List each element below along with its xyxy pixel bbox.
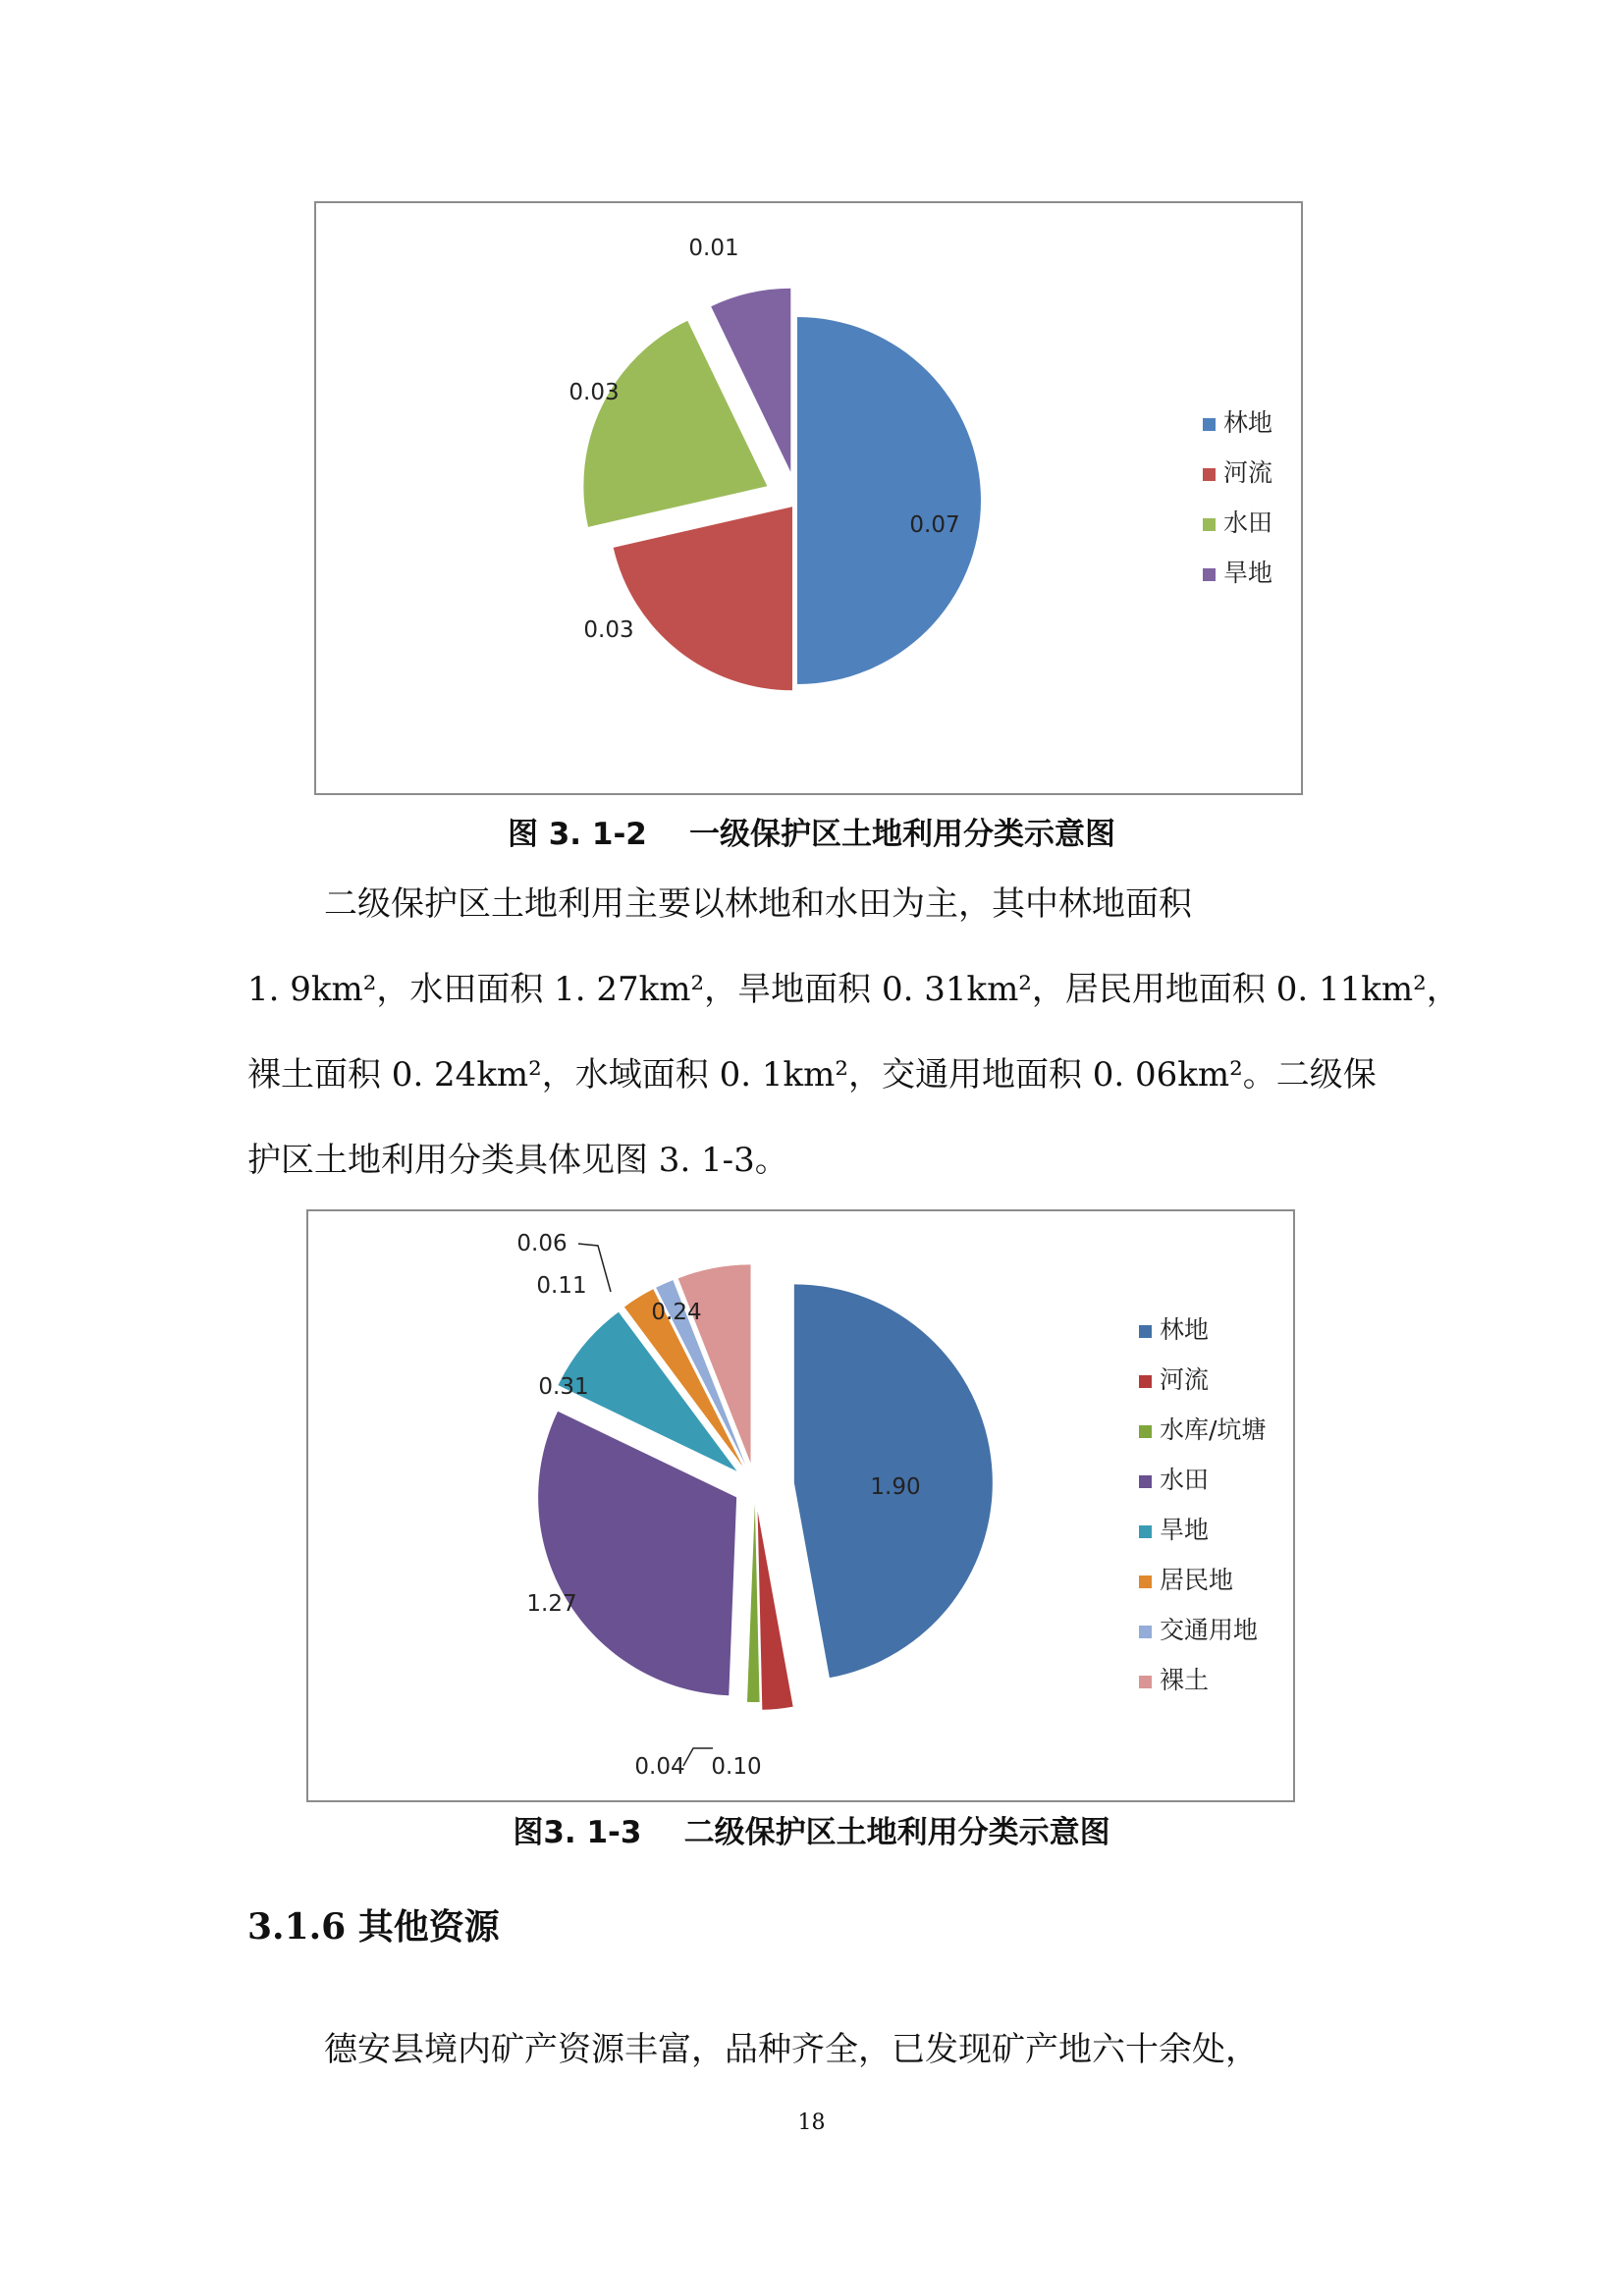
- pie2-data-label-7: 0.24: [651, 1300, 702, 1325]
- pie2-data-label-4: 0.31: [538, 1374, 589, 1400]
- paragraph-1: [247, 862, 1460, 1203]
- pie1-legend-swatch-1: [1203, 468, 1216, 481]
- pie2-data-label-5: 0.11: [536, 1273, 587, 1299]
- pie2-legend-swatch-1: [1139, 1375, 1152, 1388]
- pie2-legend-item-3: 水田: [1160, 1466, 1210, 1494]
- pie1-legend-swatch-2: [1203, 518, 1216, 531]
- page-number: 18: [797, 2110, 826, 2135]
- section-heading: 3.1.6 其他资源: [247, 1906, 500, 1948]
- paragraph-2-line: 德安县境内矿产资源丰富，品种齐全，已发现矿产地六十余处，: [324, 2030, 1259, 2069]
- pie2-legend-swatch-0: [1139, 1325, 1152, 1338]
- pie1-data-label-1: 0.03: [583, 617, 634, 643]
- pie2-leader-line-2: [683, 1748, 713, 1766]
- pie1-legend-swatch-0: [1203, 418, 1216, 431]
- paragraph-1-line: 护区土地利用分类具体见图 3. 1-3。: [247, 1141, 788, 1180]
- pie1-data-label-0: 0.07: [909, 512, 960, 538]
- figure-caption-1: 图 3. 1-2 一级保护区土地利用分类示意图: [507, 817, 1116, 852]
- pie2-legend-swatch-7: [1139, 1676, 1152, 1688]
- pie2-legend-swatch-2: [1139, 1425, 1152, 1438]
- pie2-data-label-6: 0.06: [516, 1231, 568, 1256]
- pie1-legend-item-2: 水田: [1223, 508, 1273, 537]
- pie1-legend-swatch-3: [1203, 568, 1216, 581]
- paragraph-1-line: 裸土面积 0. 24km²，水域面积 0. 1km²，交通用地面积 0. 06km²。二级保: [247, 1055, 1377, 1095]
- pie1-data-label-2: 0.03: [568, 380, 620, 405]
- pie-chart-1: [314, 201, 1303, 795]
- pie2-legend-swatch-3: [1139, 1475, 1152, 1488]
- paragraph-2: [247, 2007, 1386, 2093]
- pie-chart-2-svg: [308, 1211, 1293, 1800]
- pie2-legend-item-2: 水库/坑塘: [1160, 1415, 1267, 1444]
- pie1-slice-0: [797, 317, 981, 684]
- pie2-legend-swatch-5: [1139, 1575, 1152, 1588]
- pie-chart-2: [306, 1209, 1295, 1802]
- paragraph-1-line: 二级保护区土地利用主要以林地和水田为主，其中林地面积: [324, 884, 1192, 924]
- paragraph-1-line: 1. 9km²，水田面积 1. 27km²，旱地面积 0. 31km²，居民用地面积 0. 11km²，: [247, 970, 1460, 1009]
- pie1-legend-item-0: 林地: [1223, 408, 1273, 437]
- pie1-legend-item-1: 河流: [1223, 458, 1273, 487]
- pie-chart-1-svg: [316, 203, 1301, 793]
- pie2-legend-item-4: 旱地: [1160, 1516, 1210, 1544]
- pie2-slice-1: [758, 1512, 793, 1710]
- pie2-legend-swatch-6: [1139, 1626, 1152, 1638]
- pie2-data-label-3: 1.27: [526, 1591, 577, 1617]
- pie2-legend-item-7: 裸土: [1160, 1666, 1210, 1694]
- figure-caption-2: 图3. 1-3 二级保护区土地利用分类示意图: [513, 1815, 1110, 1850]
- pie2-data-label-0: 1.90: [870, 1474, 921, 1500]
- pie1-data-label-3: 0.01: [688, 236, 739, 261]
- pie2-legend-item-5: 居民地: [1160, 1566, 1234, 1594]
- pie2-legend-item-0: 林地: [1160, 1315, 1210, 1344]
- pie1-legend-item-3: 旱地: [1223, 559, 1273, 587]
- pie2-legend-item-6: 交通用地: [1160, 1616, 1259, 1644]
- pie1-slice-1: [614, 507, 792, 690]
- pie2-legend-swatch-4: [1139, 1525, 1152, 1538]
- pie2-data-label-1: 0.10: [711, 1754, 762, 1780]
- pie2-data-label-2: 0.04: [634, 1754, 685, 1780]
- pie2-slice-2: [747, 1504, 760, 1702]
- pie2-legend-item-1: 河流: [1160, 1365, 1210, 1394]
